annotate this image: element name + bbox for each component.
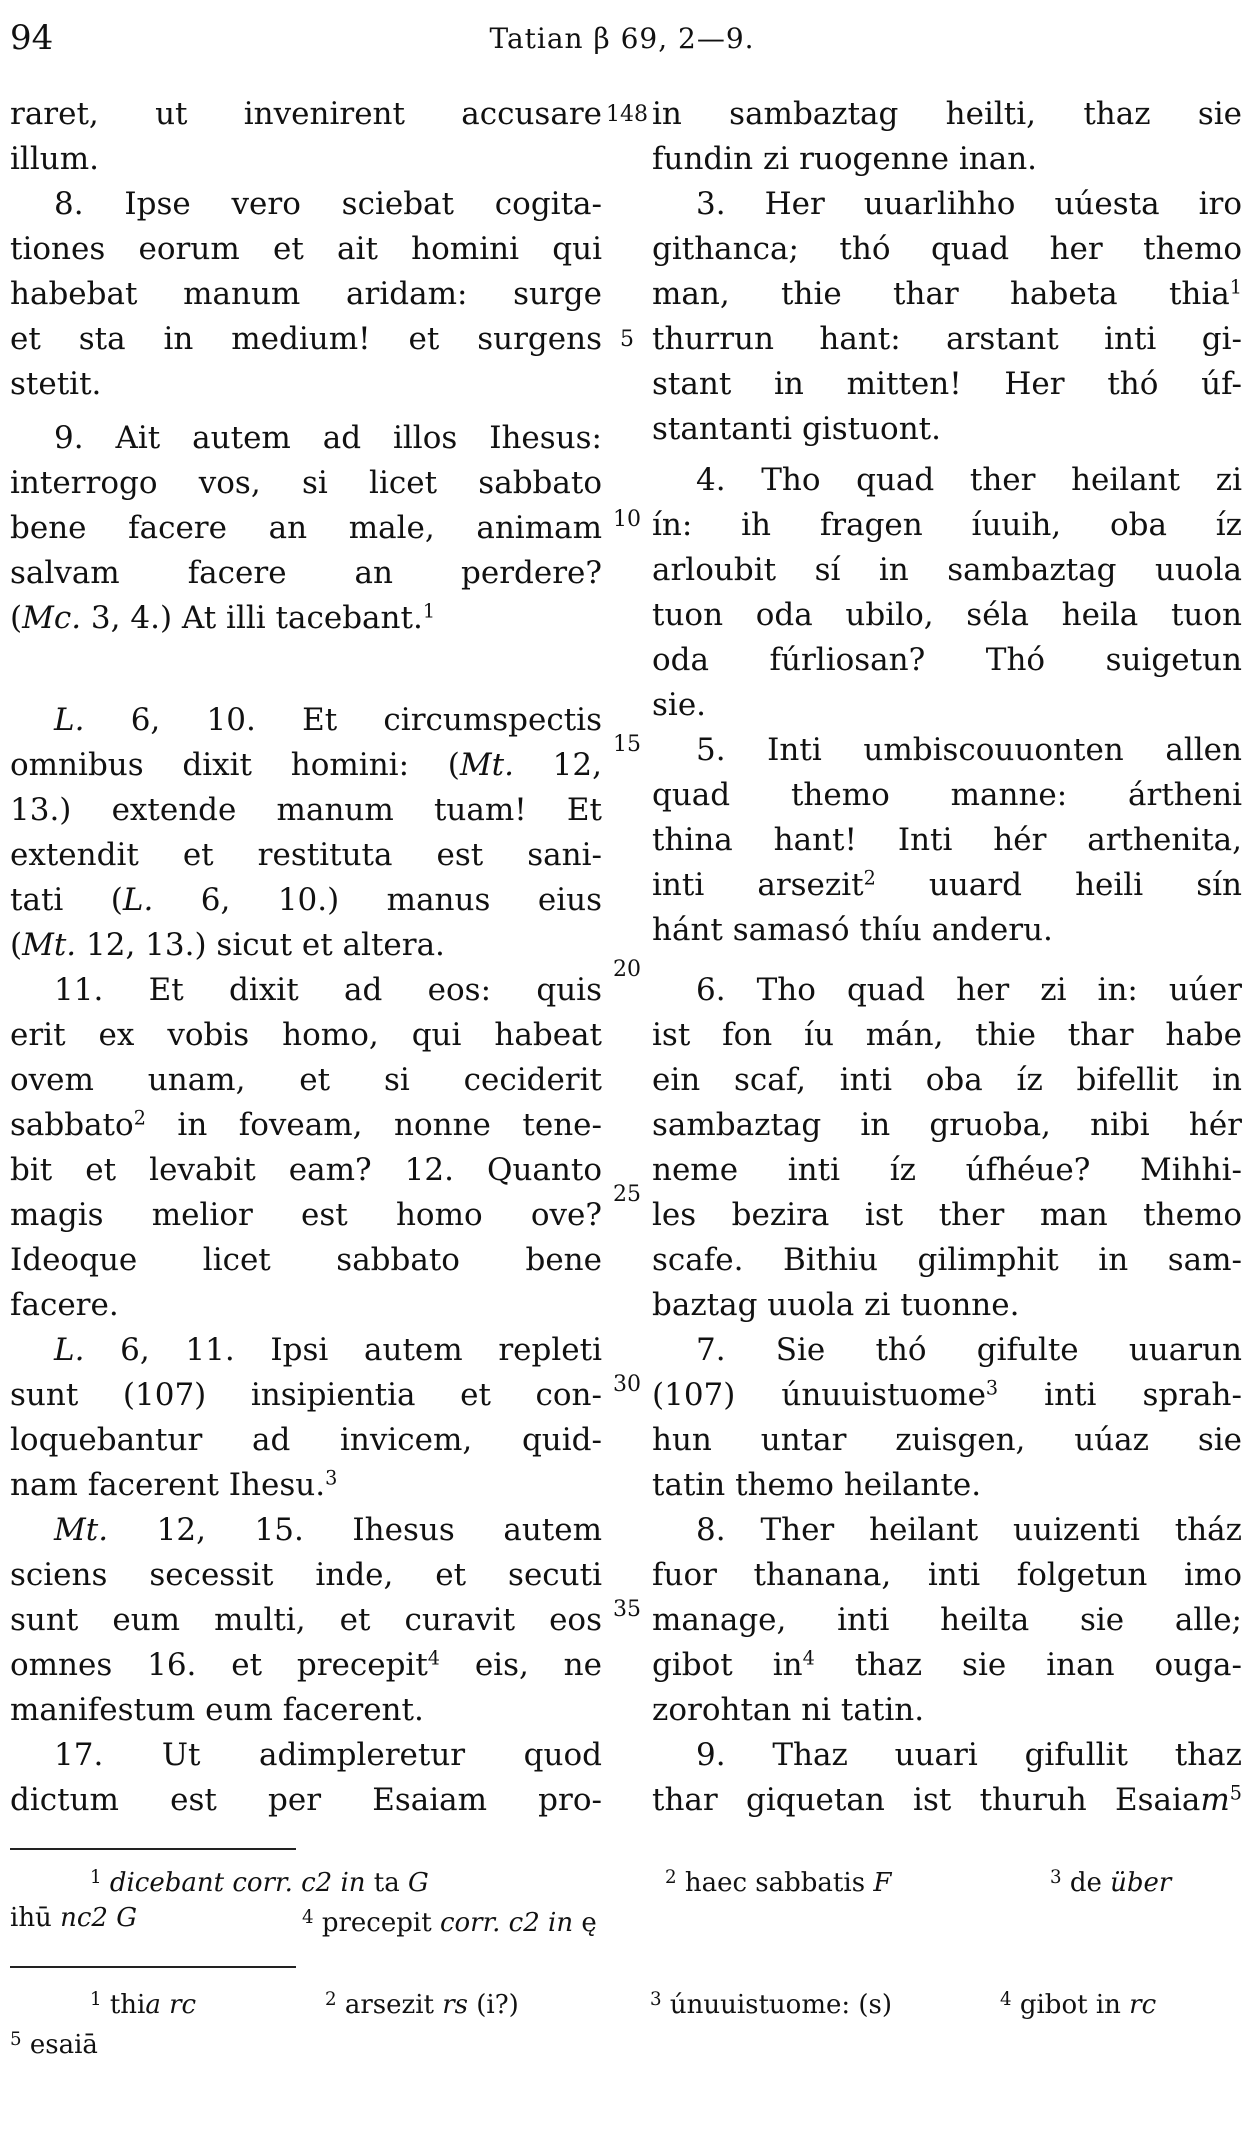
text-line: thina hant! Inti hér arthenita, (652, 822, 1242, 858)
text-line: raret, ut invenirent accusare (10, 96, 602, 132)
gospel-reference: Mt. (459, 747, 514, 783)
ohg-paragraph-1 (652, 92, 1242, 182)
gospel-reference: Mc. (22, 600, 82, 636)
footnote-marker: 3 (985, 1376, 999, 1400)
footnote-line (10, 1980, 1242, 2020)
text-line: 17. Ut adimpleretur quod (54, 1737, 602, 1773)
footnote-number: 4 (1000, 1989, 1012, 2010)
footnote-number: 1 (90, 1989, 102, 2010)
text-line: ein scaf, inti oba íz bifellit in (652, 1062, 1242, 1098)
text-fragment: tati ( (10, 882, 123, 918)
text-fragment: m (1200, 1782, 1230, 1818)
footnote-divider (10, 1966, 296, 1968)
text-fragment: 12, 15. Ihesus autem (108, 1512, 602, 1548)
gospel-reference: L. (54, 702, 85, 738)
text-line: tatin themo heilante. (652, 1467, 982, 1503)
line-number: 5 (620, 327, 634, 352)
footnote-number: 4 (302, 1907, 314, 1928)
text-line: 3. Her uuarlihho uúesta iro (696, 186, 1242, 222)
footnote-divider (10, 1848, 296, 1850)
text-fragment: omnibus dixit homini: ( (10, 747, 460, 783)
footnote-marker: 1 (422, 599, 436, 623)
text-line: sambaztag in gruoba, nibi hér (652, 1107, 1242, 1143)
text-line: dictum est per Esaiam pro- (10, 1782, 602, 1818)
text-line: extendit et restituta est sani- (10, 837, 602, 873)
text-fragment: rc (1129, 1990, 1157, 2021)
text-fragment: arsezit (344, 1990, 443, 2021)
text-line (652, 1778, 1242, 1823)
text-line: oda fúrliosan? Thó suigetun (652, 642, 1242, 678)
text-line: Ideoque licet sabbato bene (10, 1242, 602, 1278)
text-fragment: corr. c2 in (439, 1908, 574, 1939)
text-line (10, 1508, 602, 1553)
text-fragment: únuuistuome: (s) (669, 1990, 893, 2021)
page-header (0, 14, 1244, 64)
footnote-marker: 2 (133, 1106, 146, 1130)
footnote-marker: 4 (802, 1646, 815, 1670)
text-fragment: uuard heili sín (875, 867, 1242, 903)
gospel-reference: L. (54, 1332, 85, 1368)
latin-paragraph-6 (10, 1328, 602, 1508)
text-line: neme inti íz úfhéue? Mihhi- (652, 1152, 1242, 1188)
footnote-marker: 5 (1229, 1781, 1242, 1805)
text-fragment: 3, 4.) At illi tacebant. (81, 600, 423, 636)
footnote-1 (90, 1980, 196, 2025)
line-number: 35 (613, 1597, 641, 1622)
text-fragment: F (873, 1868, 892, 1899)
text-line: thurrun hant: arstant inti gi- (652, 321, 1242, 357)
text-line: 8. Ipse vero sciebat cogita- (54, 186, 602, 222)
latin-paragraph-2 (10, 182, 602, 407)
latin-paragraph-5 (10, 968, 602, 1328)
text-line: 5. Inti umbiscouuonten allen (696, 732, 1242, 768)
text-line: baztag uuola zi tuonne. (652, 1287, 1020, 1323)
text-line: bene facere an male, animam (10, 510, 602, 546)
text-line: fundin zi ruogenne inan. (652, 141, 1038, 177)
text-line (10, 1328, 602, 1373)
line-number: 148 (606, 102, 648, 127)
text-line: 7. Sie thó gifulte uuarun (696, 1332, 1242, 1368)
footnote-5 (10, 2020, 98, 2065)
ohg-paragraph-5 (652, 968, 1242, 1328)
footnote-marker: 1 (1229, 275, 1242, 299)
text-fragment: thar giquetan ist thuruh Esaia (652, 1782, 1201, 1818)
text-fragment: haec sabbatis (684, 1868, 874, 1899)
footnote-marker: 2 (863, 866, 876, 890)
text-line: 6. Tho quad her zi in: uúer (696, 972, 1242, 1008)
text-line: et sta in medium! et surgens (10, 321, 602, 357)
text-fragment: über (1110, 1868, 1172, 1899)
gospel-reference: Mt. (22, 927, 77, 963)
footnote-3 (1050, 1858, 1171, 1903)
footnotes-ohg (10, 1980, 1242, 2060)
footnote-number: 2 (665, 1867, 677, 1888)
footnote-1 (90, 1858, 429, 1903)
footnote-2 (325, 1980, 519, 2025)
text-line (10, 698, 602, 743)
text-line: bit et levabit eam? 12. Quanto (10, 1152, 602, 1188)
text-fragment: (i?) (468, 1990, 519, 2021)
text-line: fuor thanana, inti folgetun imo (652, 1557, 1242, 1593)
text-fragment: ( (10, 927, 23, 963)
text-line: sciens secessit inde, et secuti (10, 1557, 602, 1593)
text-line: quad themo manne: ártheni (652, 777, 1242, 813)
text-fragment: de (1069, 1868, 1111, 1899)
footnote-4 (302, 1898, 597, 1943)
text-line: githanca; thó quad her themo (652, 231, 1242, 267)
text-fragment: sabbato (10, 1107, 134, 1143)
text-fragment: eis, ne (440, 1647, 602, 1683)
text-line: facere. (10, 1287, 119, 1323)
text-line: in sambaztag heilti, thaz sie (652, 96, 1242, 132)
footnote-marker: 3 (325, 1466, 338, 1490)
text-line: manifestum eum facerent. (10, 1692, 424, 1728)
text-line (10, 743, 602, 788)
footnote-line (10, 2020, 1242, 2060)
ohg-paragraph-3 (652, 458, 1242, 728)
text-line: les bezira ist ther man themo (652, 1197, 1242, 1233)
text-line: sunt eum multi, et curavit eos (10, 1602, 602, 1638)
line-number: 10 (613, 507, 641, 532)
text-line: 11. Et dixit ad eos: quis (54, 972, 602, 1008)
text-line (10, 878, 602, 923)
text-line: erit ex vobis homo, qui habeat (10, 1017, 602, 1053)
text-line: manage, inti heilta sie alle; (652, 1602, 1242, 1638)
text-fragment: rs (442, 1990, 469, 2021)
text-fragment: dicebant (109, 1868, 225, 1899)
line-number: 20 (613, 957, 641, 982)
footnote-2 (665, 1858, 891, 1903)
text-line: 9. Thaz uuari gifullit thaz (696, 1737, 1242, 1773)
text-line: 13.) extende manum tuam! Et (10, 792, 602, 828)
text-fragment: a rc (145, 1990, 197, 2021)
footnote-number: 5 (10, 2029, 22, 2050)
footnotes-latin (10, 1858, 1242, 1938)
text-line: 4. Tho quad ther heilant zi (696, 462, 1242, 498)
text-fragment: omnes 16. et precepit (10, 1647, 428, 1683)
text-fragment: esaiā (29, 2030, 98, 2061)
text-fragment: 12, (513, 747, 602, 783)
running-title: Tatian β 69, 2—9. (489, 22, 755, 55)
text-line: 8. Ther heilant uuizenti tház (696, 1512, 1242, 1548)
footnote-number: 3 (1050, 1867, 1062, 1888)
text-line: ist fon íu mán, thie thar habe (652, 1017, 1242, 1053)
text-line: arloubit sí in sambaztag uuola (652, 552, 1242, 588)
text-fragment: corr. c2 in (224, 1868, 366, 1899)
text-line: interrogo vos, si licet sabbato (10, 465, 602, 501)
text-line: scafe. Bithiu gilimphit in sam- (652, 1242, 1242, 1278)
text-fragment: nam facerent Ihesu. (10, 1467, 326, 1503)
text-line (652, 1643, 1242, 1688)
text-fragment: inti arsezit (652, 867, 864, 903)
text-line (652, 272, 1242, 317)
text-fragment: ihū (10, 1903, 61, 1933)
text-line (10, 923, 602, 968)
text-fragment: gibot in (652, 1647, 803, 1683)
text-fragment: (107) únuuistuome (652, 1377, 986, 1413)
footnote-line (10, 1898, 1242, 1938)
text-fragment: thi (109, 1990, 146, 2021)
ohg-paragraph-7 (652, 1508, 1242, 1733)
text-line: 9. Ait autem ad illos Ihesus: (54, 420, 602, 456)
text-fragment: nc2 G (60, 1903, 137, 1933)
latin-paragraph-1 (10, 92, 602, 182)
latin-paragraph-3 (10, 416, 602, 641)
text-line: illum. (10, 141, 99, 177)
text-line: sunt (107) insipientia et con- (10, 1377, 602, 1413)
text-line (652, 863, 1242, 908)
text-line: zorohtan ni tatin. (652, 1692, 925, 1728)
text-fragment: man, thie thar habeta thia (652, 276, 1230, 312)
text-fragment: thaz sie inan ouga- (814, 1647, 1242, 1683)
line-number: 25 (613, 1182, 641, 1207)
text-line: ín: ih fragen íuuih, oba íz (652, 507, 1242, 543)
text-line: sie. (652, 687, 707, 723)
text-line: stetit. (10, 366, 102, 402)
text-line: salvam facere an perdere? (10, 555, 602, 591)
text-line: stantanti gistuont. (652, 411, 941, 447)
ohg-paragraph-4 (652, 728, 1242, 953)
line-number: 15 (613, 732, 641, 757)
text-fragment: G (408, 1868, 429, 1899)
text-line: habebat manum aridam: surge (10, 276, 602, 312)
page-number: 94 (10, 18, 54, 58)
text-fragment: 6, 10. Et circumspectis (84, 702, 602, 738)
text-line (10, 1103, 602, 1148)
latin-paragraph-8 (10, 1733, 602, 1823)
gospel-reference: L. (122, 882, 154, 918)
text-fragment: inti sprah- (998, 1377, 1242, 1413)
text-line: ovem unam, et si ceciderit (10, 1062, 602, 1098)
text-line: hun untar zuisgen, uúaz sie (652, 1422, 1242, 1458)
text-line: (Mc. 3, 4.) At illi tacebant.$^1$ (10, 599, 436, 636)
text-line: loquebantur ad invicem, quid- (10, 1422, 602, 1458)
ohg-paragraph-2 (652, 182, 1242, 452)
footnote-line (10, 1858, 1242, 1898)
text-fragment: 12, 13.) sicut et altera. (76, 927, 445, 963)
text-line (10, 1463, 602, 1508)
footnote-3 (650, 1980, 892, 2025)
text-fragment: ta (365, 1868, 409, 1899)
footnote-number: 1 (90, 1867, 102, 1888)
text-line: magis melior est homo ove? (10, 1197, 602, 1233)
ohg-paragraph-6 (652, 1328, 1242, 1508)
text-line: stant in mitten! Her thó úf- (652, 366, 1242, 402)
gospel-reference: Mt. (54, 1512, 109, 1548)
ohg-paragraph-8 (652, 1733, 1242, 1823)
text-fragment: 6, 11. Ipsi autem repleti (84, 1332, 602, 1368)
text-line (652, 1373, 1242, 1418)
text-fragment: precepit (321, 1908, 440, 1939)
text-fragment: 6, 10.) manus eius (153, 882, 602, 918)
text-fragment: in foveam, nonne tene- (145, 1107, 602, 1143)
text-fragment: gibot in (1019, 1990, 1130, 2021)
text-line: hánt samasó thíu anderu. (652, 912, 1053, 948)
line-number: 30 (613, 1372, 641, 1397)
footnote-4 (1000, 1980, 1156, 2025)
footnote-3-continued (10, 1898, 137, 1938)
latin-paragraph-4 (10, 698, 602, 968)
footnote-number: 3 (650, 1989, 662, 2010)
latin-paragraph-7 (10, 1508, 602, 1733)
text-fragment: ę (573, 1908, 597, 1939)
text-line (10, 1643, 602, 1688)
text-line: tiones eorum et ait homini qui (10, 231, 602, 267)
text-line: tuon oda ubilo, séla heila tuon (652, 597, 1242, 633)
footnote-number: 2 (325, 1989, 337, 2010)
footnote-marker: 4 (427, 1646, 441, 1670)
